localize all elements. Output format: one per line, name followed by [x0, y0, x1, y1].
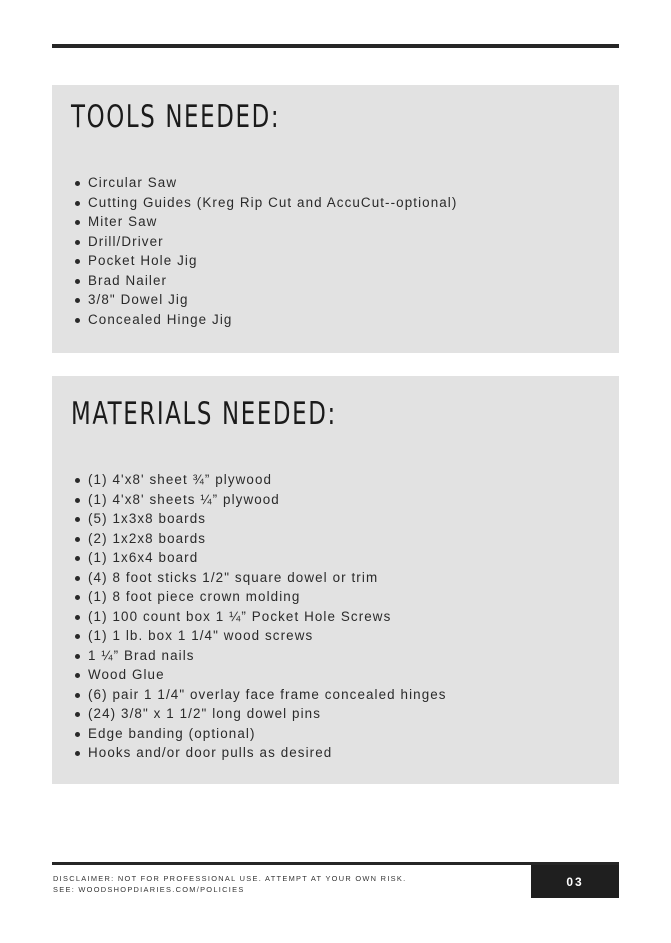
- bullet-icon: [75, 595, 80, 600]
- top-divider: [52, 44, 619, 48]
- bullet-icon: [75, 478, 80, 483]
- list-item: [73, 724, 447, 744]
- bullet-icon: [75, 517, 80, 522]
- list-item: [73, 271, 457, 291]
- material-item-label: (1) 1 lb. box 1 1/4" wood screws: [88, 628, 314, 643]
- materials-list: [73, 470, 447, 763]
- tools-list: [73, 173, 457, 329]
- bullet-icon: [75, 298, 80, 303]
- material-item-label: (1) 100 count box 1 ¼” Pocket Hole Screws: [88, 608, 392, 624]
- bullet-icon: [75, 220, 80, 225]
- material-item-label: (5) 1x3x8 boards: [88, 511, 207, 526]
- list-item: [73, 310, 457, 330]
- materials-needed-heading: MATERIALS NEEDED:: [71, 396, 337, 432]
- bullet-icon: [75, 537, 80, 542]
- list-item: [73, 607, 447, 627]
- material-item-label: (1) 8 foot piece crown molding: [88, 589, 301, 604]
- list-item: [73, 529, 447, 549]
- materials-needed-panel: [52, 376, 619, 784]
- list-item: [73, 568, 447, 588]
- tool-item-label: Concealed Hinge Jig: [88, 311, 233, 327]
- list-item: [73, 509, 447, 529]
- disclaimer-line: DISCLAIMER: NOT FOR PROFESSIONAL USE. ATTEMPT AT YOUR OWN RISK.: [53, 874, 407, 883]
- tool-item-label: 3/8" Dowel Jig: [88, 292, 189, 307]
- tool-item-label: Circular Saw: [88, 175, 178, 190]
- list-item: [73, 490, 447, 510]
- tool-item-label: Drill/Driver: [88, 233, 164, 249]
- tools-needed-heading: TOOLS NEEDED:: [71, 99, 281, 135]
- tool-item-label: Miter Saw: [88, 214, 158, 229]
- policies-link-text: SEE: WOODSHOPDIARIES.COM/POLICIES: [53, 885, 245, 894]
- disclaimer-text: [53, 873, 406, 895]
- bullet-icon: [75, 712, 80, 717]
- list-item: [73, 232, 457, 252]
- page-number: 03: [566, 874, 584, 889]
- list-item: [73, 173, 457, 193]
- material-item-label: (1) 4'x8' sheets ¼” plywood: [88, 491, 280, 507]
- list-item: [73, 646, 447, 666]
- bullet-icon: [75, 732, 80, 737]
- list-item: [73, 665, 447, 685]
- list-item: [73, 251, 457, 271]
- list-item: [73, 587, 447, 607]
- bullet-icon: [75, 498, 80, 503]
- material-item-label: (1) 4'x8' sheet ¾” plywood: [88, 472, 273, 487]
- bullet-icon: [75, 201, 80, 206]
- bullet-icon: [75, 240, 80, 245]
- list-item: [73, 548, 447, 568]
- material-item-label: (6) pair 1 1/4" overlay face frame concealed hinges: [88, 686, 447, 702]
- list-item: [73, 290, 457, 310]
- page-number-badge: [531, 865, 619, 898]
- list-item: [73, 685, 447, 705]
- bullet-icon: [75, 634, 80, 639]
- material-item-label: (24) 3/8" x 1 1/2" long dowel pins: [88, 706, 322, 721]
- bullet-icon: [75, 751, 80, 756]
- material-item-label: Hooks and/or door pulls as desired: [88, 745, 333, 760]
- bullet-icon: [75, 693, 80, 698]
- list-item: [73, 193, 457, 213]
- list-item: [73, 470, 447, 490]
- list-item: [73, 704, 447, 724]
- bullet-icon: [75, 318, 80, 323]
- bullet-icon: [75, 673, 80, 678]
- material-item-label: 1 ¼” Brad nails: [88, 647, 195, 663]
- list-item: [73, 743, 447, 763]
- material-item-label: (1) 1x6x4 board: [88, 550, 199, 565]
- bullet-icon: [75, 556, 80, 561]
- tools-needed-panel: [52, 85, 619, 353]
- bullet-icon: [75, 654, 80, 659]
- tool-item-label: Cutting Guides (Kreg Rip Cut and AccuCut--optional): [88, 194, 458, 210]
- tool-item-label: Pocket Hole Jig: [88, 253, 198, 268]
- list-item: [73, 626, 447, 646]
- bullet-icon: [75, 181, 80, 186]
- bullet-icon: [75, 279, 80, 284]
- material-item-label: Edge banding (optional): [88, 725, 256, 741]
- material-item-label: Wood Glue: [88, 667, 165, 682]
- tool-item-label: Brad Nailer: [88, 272, 168, 288]
- list-item: [73, 212, 457, 232]
- bullet-icon: [75, 576, 80, 581]
- bullet-icon: [75, 615, 80, 620]
- material-item-label: (4) 8 foot sticks 1/2" square dowel or trim: [88, 569, 379, 585]
- bullet-icon: [75, 259, 80, 264]
- material-item-label: (2) 1x2x8 boards: [88, 530, 207, 546]
